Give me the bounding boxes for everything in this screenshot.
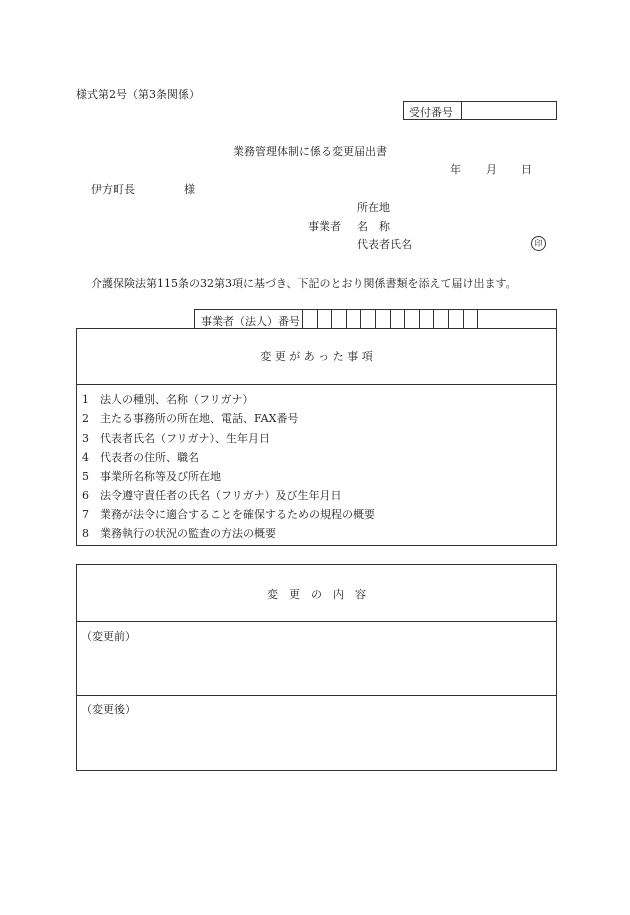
business-number-row [194, 309, 557, 329]
item-number: 4 [82, 451, 89, 464]
item-number: 2 [82, 412, 89, 425]
item-number: 7 [82, 508, 89, 521]
form-number: 様式第2号（第3条関係） [76, 88, 200, 101]
before-after-divider [77, 695, 556, 696]
item-number: 8 [82, 527, 89, 540]
item-number: 6 [82, 489, 89, 502]
business-number-label: 事業者（法人）番号 [201, 315, 300, 328]
list-item [82, 506, 375, 522]
reception-number-field[interactable] [462, 102, 556, 119]
list-item [82, 449, 199, 465]
business-number-cell[interactable] [433, 310, 434, 329]
list-item [82, 430, 270, 446]
business-number-cell[interactable] [390, 310, 391, 329]
business-number-cell[interactable] [419, 310, 420, 329]
address-label: 所在地 [357, 201, 390, 214]
name-label: 名 称 [357, 220, 390, 233]
document-title: 業務管理体制に係る変更届出書 [233, 145, 387, 158]
business-number-cell[interactable] [346, 310, 347, 329]
business-number-cell[interactable] [317, 310, 318, 329]
item-text: 代表者の住所、職名 [100, 451, 199, 464]
representative-label: 代表者氏名 [357, 238, 412, 251]
item-number: 3 [82, 432, 89, 445]
change-content-divider [77, 621, 556, 622]
before-label: （変更前） [81, 630, 136, 643]
list-item [82, 391, 253, 407]
changed-items-divider [77, 384, 556, 385]
change-content-header: 変 更 の 内 容 [267, 588, 366, 601]
addressee: 伊方町長 [91, 183, 135, 196]
item-text: 法令遵守責任者の氏名（フリガナ）及び生年月日 [100, 489, 342, 502]
changed-items-header: 変 更 が あ っ た 事 項 [260, 350, 373, 363]
business-number-cell[interactable] [448, 310, 449, 329]
business-number-cell[interactable] [477, 310, 478, 329]
item-number: 1 [82, 393, 89, 406]
applicant-label: 事業者 [308, 220, 341, 233]
date-day: 日 [521, 163, 532, 176]
item-text: 業務執行の状況の監査の方法の概要 [100, 527, 276, 540]
list-item [82, 487, 341, 503]
item-text: 主たる事務所の所在地、電話、FAX番号 [100, 412, 299, 425]
list-item [82, 468, 221, 484]
business-number-cell[interactable] [404, 310, 405, 329]
change-content-table [76, 564, 557, 771]
date-year: 年 [450, 163, 461, 176]
business-number-cell[interactable] [375, 310, 376, 329]
after-label: （変更後） [81, 703, 136, 716]
after-field[interactable] [77, 715, 556, 769]
list-item [82, 410, 298, 426]
addressee-honorific: 様 [184, 183, 195, 196]
item-text: 業務が法令に適合することを確保するための規程の概要 [100, 508, 375, 521]
before-field[interactable] [77, 641, 556, 694]
date-month: 月 [486, 163, 497, 176]
reception-number-label: 受付番号 [409, 106, 453, 119]
item-text: 代表者氏名（フリガナ）、生年月日 [100, 432, 270, 445]
statement-text: 介護保険法第115条の32第3項に基づき、下記のとおり関係書類を添えて届け出ます。 [91, 277, 517, 290]
item-text: 事業所名称等及び所在地 [100, 470, 221, 483]
list-item [82, 525, 276, 541]
business-number-cell[interactable] [360, 310, 361, 329]
business-number-cell[interactable] [463, 310, 464, 329]
business-number-cell[interactable] [302, 310, 303, 329]
item-number: 5 [82, 470, 89, 483]
business-number-cell[interactable] [331, 310, 332, 329]
reception-number-box [403, 101, 557, 120]
seal-icon: 印 [531, 236, 546, 251]
item-text: 法人の種別、名称（フリガナ） [100, 393, 254, 406]
